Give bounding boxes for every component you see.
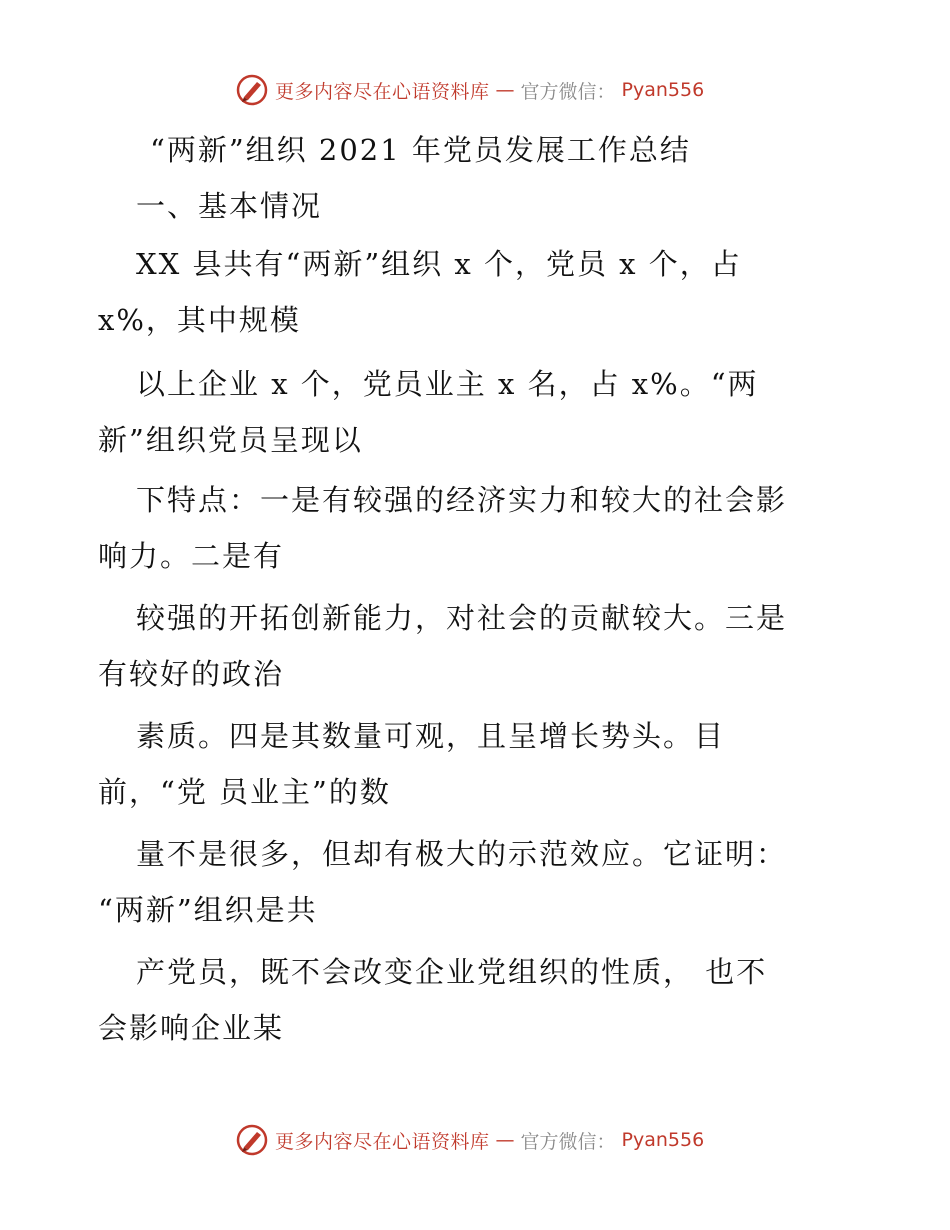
section-heading: 一、基本情况 <box>136 189 323 223</box>
watermark-label: 官方微信： <box>520 1130 616 1153</box>
body-line: 量不是很多，但却有极大的示范效应。它证明： <box>136 837 788 871</box>
body-line: 以上企业 x 个，党员业主 x 名，占 x%。“两 <box>136 367 759 401</box>
watermark-text: 更多内容尽在心语资料库 <box>275 1130 490 1153</box>
watermark-id: Pyan556 <box>621 79 705 101</box>
watermark-separator: — <box>495 79 515 101</box>
header-watermark <box>235 72 755 108</box>
body-line: 素质。四是其数量可观，且呈增长势头。目 <box>136 719 726 753</box>
footer-watermark <box>235 1122 755 1158</box>
watermark-separator: — <box>495 1129 515 1151</box>
body-line: 新”组织党员呈现以 <box>98 423 363 457</box>
body-line: “两新”组织是共 <box>98 893 318 927</box>
body-line: 较强的开拓创新能力，对社会的贡献较大。三是 <box>136 601 788 635</box>
body-line: 产党员，既不会改变企业党组织的性质， 也不 <box>136 955 768 989</box>
body-line: 会影响企业某 <box>98 1011 285 1045</box>
body-line: x%，其中规模 <box>98 303 301 337</box>
body-line: 下特点：一是有较强的经济实力和较大的社会影 <box>136 483 788 517</box>
pen-logo-icon <box>235 73 269 107</box>
document-title: “两新”组织 2021 年党员发展工作总结 <box>150 133 691 167</box>
watermark-label: 官方微信： <box>520 80 616 103</box>
watermark-id: Pyan556 <box>621 1129 705 1151</box>
body-line: XX 县共有“两新”组织 x 个，党员 x 个，占 <box>136 247 742 281</box>
body-line: 有较好的政治 <box>98 657 285 691</box>
watermark-text: 更多内容尽在心语资料库 <box>275 80 490 103</box>
pen-logo-icon <box>235 1123 269 1157</box>
body-line: 前，“党 员业主”的数 <box>98 775 391 809</box>
body-line: 响力。二是有 <box>98 539 285 573</box>
